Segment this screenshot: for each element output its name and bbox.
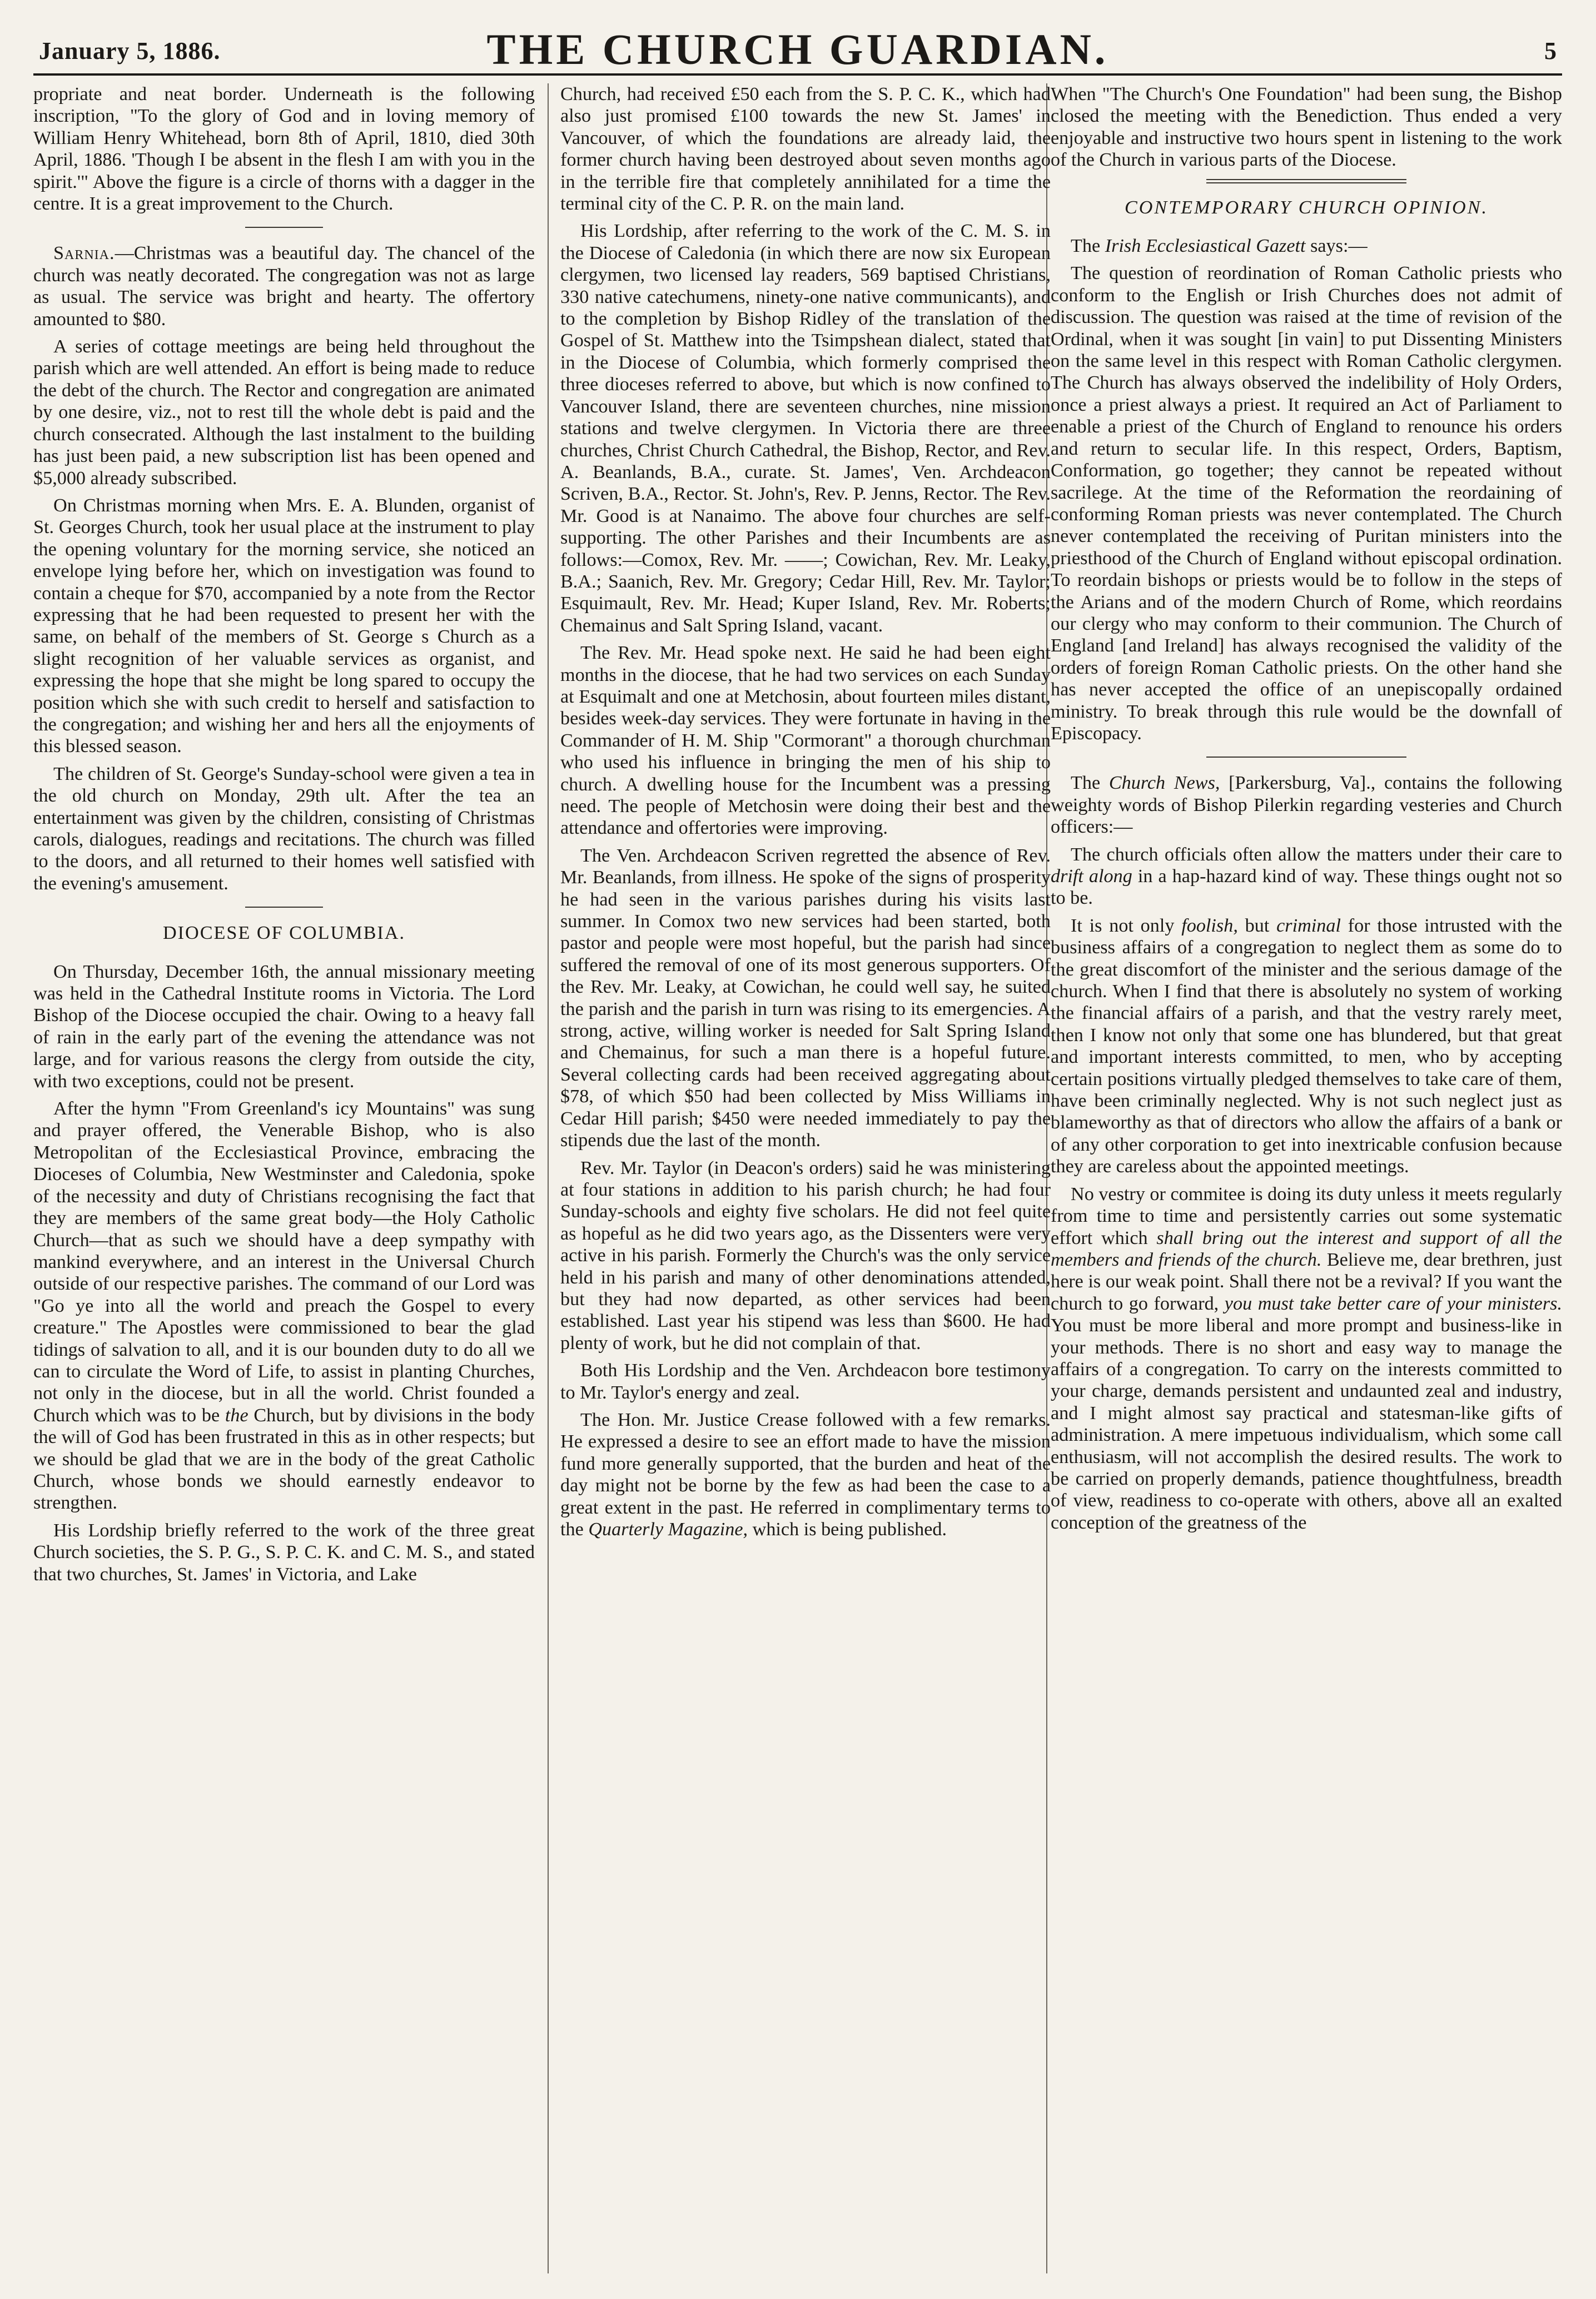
separator [245, 907, 323, 908]
paragraph: When "The Church's One Foundation" had been sung, the Bishop closed the meeting with the Benediction. Thus ended a very enjoyable and instructive two hours spent in listening to the work of the Church in various parts of the Diocese. [1051, 84, 1562, 171]
paragraph: On Christmas morning when Mrs. E. A. Blunden, organist of St. Georges Church, took her usual place at the instrument to play the opening voluntary for the morning service, she noticed an envelope lying before her, which on investigation was found to contain a cheque for $70, accompanied by a note from the Rector expressing that he had been requested to present her with the same, on behalf of the members of St. George s Church as a slight recognition of her valuable services as organist, and expressing the hope that she might be long spared to occupy the position which she with such credit to herself and satisfaction to the congregation; and wishing her and hers all the enjoyments of this blessed season. [33, 495, 535, 757]
paragraph: On Thursday, December 16th, the annual missionary meeting was held in the Cathedral Institute rooms in Victoria. The Lord Bishop of the Diocese occupied the chair. Owing to a heavy fall of rain in the early part of the evening the attendance was not large, and for various reasons the clergy from outside the city, with two exceptions, could not be present. [33, 961, 535, 1092]
paragraph-text: Church, but by divisions in the body the will of God has been frustrated in this as in other respects; but we should be glad that we are in the body of the great Catholic Church, whose bonds we should earnestly endeavor to strengthen. [33, 1405, 535, 1514]
column-rule [548, 83, 549, 2273]
paragraph: Rev. Mr. Taylor (in Deacon's orders) said he was ministering at four stations in addition to his parish church; he had four Sunday-schools and eighty five scholars. He did not feel quite as hopeful as he did two years ago, as the Dissenters were very active in his parish. Formerly the Church's was the only service held in his parish and many of other denominations attended, but they had now departed, as other services had been established. Last year his stipend was less than $600. He had plenty of work, but he did not complain of that. [560, 1157, 1051, 1353]
paragraph [1051, 844, 1562, 909]
paragraph [1051, 235, 1562, 257]
paragraph: The question of reordination of Roman Catholic priests who conform to the English or Irish Churches does not admit of discussion. The question was raised at the time of revision of the Ordinal, when it was sought [in vain] to put Dissenting Ministers on the same level in this respect with Roman Catholic clergymen. The Church has always observed the indelibility of Holy Orders, once a priest always a priest. It required an Act of Parliament to enable a priest of the Church of England to renounce his orders and return to secular life. In this respect, Orders, Baptism, Conformation, go together; they cannot be repeated without sacrilege. At the time of the Reformation the reordaining of conforming Roman priests was never contemplated. The Church never contemplated the receiving of Puritan ministers into the priesthood of the Church of England without episcopal ordination. To reordain bishops or priests would be to follow in the steps of the Arians and of the modern Church of Rome, which reordains our clergy who may conform to their communion. The Church of England [and Ireland] has always recognised the validity of the orders of foreign Roman Catholic priests. On the other hand she has never accepted the office of an unepiscopally ordained ministry. To break through this rule would be the downfall of Episcopacy. [1051, 263, 1562, 744]
publication-name: Irish Ecclesiastical Gazett [1105, 236, 1306, 257]
separator [1206, 757, 1406, 758]
paragraph-text: [Parkersburg, Va]., contains the following weighty words of Bishop Pilerkin regarding vesteries and Church officers:— [1051, 773, 1562, 838]
place-name: Sarnia. [53, 243, 115, 264]
paragraph: The Ven. Archdeacon Scriven regretted the absence of Rev. Mr. Beanlands, from illness. He spoke of the signs of prosperity he had seen in the various parishes during his visits last summer. In Comox two new services had been started, both pastor and people were most hopeful, but the parish had since suffered the removal of one of its most generous supporters. Of the Rev. Mr. Leaky, at Cowichan, he could well say, he suited the parish and the parish in turn was rising to its emergencies. A strong, active, willing worker is needed for Salt Spring Island and Chemainus, for such a man there is a hopeful future. Several collecting cards had been received aggregating about $78, of which $50 had been collected by Miss Williams in Cedar Hill parish; $450 were needed immediately to pay the stipends due the last of the month. [560, 845, 1051, 1151]
paragraph-text: which is being published. [748, 1519, 947, 1540]
paragraph [1051, 772, 1562, 838]
paragraph-text: Believe me, dear brethren, just here is our weak point. Shall there not be a revival? If you want the church to go forward, [1051, 1249, 1562, 1314]
paragraph-text: No vestry or commitee is doing its duty unless it meets regularly from time to time and persistently carries out some systematic effort which [1051, 1183, 1562, 1248]
paragraph: Church, had received £50 each from the S. P. C. K., which had also just promised £100 towards the new St. James' in Vancouver, of which the foundations are already laid, the former church having been destroyed about seven months ago in the terrible fire that completely annihilated for a time the terminal city of the C. P. R. on the main land. [560, 84, 1051, 215]
paragraph: Both His Lordship and the Ven. Archdeacon bore testimony to Mr. Taylor's energy and zeal. [560, 1360, 1051, 1403]
paragraph [33, 242, 535, 330]
masthead [33, 20, 1562, 76]
page-number: 5 [1544, 37, 1557, 64]
paragraph-text: You must be more liberal and more prompt and business-like in your methods. There is no short and easy way to manage the affairs of a congregation. To carry on the interests committed to your charge, demands persistent and undaunted zeal and industry, and I might almost say practical and statesman-like gifts of administration. A mere impetuous individualism, which some call enthusiasm, will not accomplish the desired results. The work to be carried on properly demands, patience thoughtfulness, breadth of view, readiness to co-operate with others, above all an exalted conception of the greatness of the [1051, 1315, 1562, 1533]
emphasis: foolish, [1181, 915, 1238, 936]
paragraph-text: The Hon. Mr. Justice Crease followed with a few remarks. He expressed a desire to see an effort made to have the mission fund more generally supported, that the burden and heat of the day might not be borne by the few as had been the case to a great extent in the past. He referred in complimentary terms to the [560, 1409, 1051, 1540]
paragraph [560, 1409, 1051, 1540]
paragraph: The children of St. George's Sunday-school were given a tea in the old church on Monday, 29th ult. After the tea an entertainment was given by the children, consisting of Christmas carols, dialogues, readings and recitations. The church was filled to the doors, and all returned to their homes well satisfied with the evening's amusement. [33, 763, 535, 894]
paragraph [1051, 1183, 1562, 1534]
paragraph-text: The [1071, 236, 1105, 257]
publication-name: Church News, [1108, 773, 1220, 794]
paragraph-text: After the hymn "From Greenland's icy Mountains" was sung and prayer offered, the Venerable Bishop, who is also Metropolitan of the Ecclesiastical Province, embracing the Dioceses of Columbia, New Westminster and Caledonia, spoke of the necessity and duty of Christians recognising the fact that they are members of the same great body—the Holy Catholic Church—that as such we should have a deep sympathy with mankind everywhere, and an interest in the Universal Church outside of our respective parishes. The command of our Lord was "Go ye into all the world and preach the Gospel to every creature." The Apostles were commissioned to bear the glad tidings of salvation to all, and it is our bounden duty to do all we can to circulate the Word of Life, to assist in planting Churches, not only in the diocese, but in all the world. Christ founded a Church which was to be [33, 1098, 535, 1426]
paragraph-text: The church officials often allow the matters under their care to [1071, 844, 1562, 865]
emphasis: Quarterly Magazine, [588, 1519, 748, 1540]
paragraph-text: says:— [1305, 236, 1368, 257]
emphasis: shall bring out the interest and support of all the members and friends of the church. [1051, 1227, 1562, 1270]
paragraph: The Rev. Mr. Head spoke next. He said he had been eight months in the diocese, that he had two services on each Sunday at Esquimalt and one at Metchosin, about fourteen miles distant, besides week-day services. They were fortunate in having in the Commander of H. M. Ship "Cormorant" a thorough churchman who used his influence in bringing the men of his ship to church. A dwelling house for the Incumbent was a pressing need. The people of Metchosin were doing their best and the attendance and offertories were improving. [560, 643, 1051, 839]
emphasis: you must take better care of your ministers. [1224, 1293, 1562, 1314]
double-rule [1206, 179, 1406, 183]
section-heading: CONTEMPORARY CHURCH OPINION. [1124, 197, 1489, 218]
paragraph: His Lordship briefly referred to the work of the three great Church societies, the S. P. G., S. P. C. K. and C. M. S., and stated that two churches, St. James' in Victoria, and Lake [33, 1520, 535, 1585]
issue-date: January 5, 1886. [39, 37, 221, 64]
paragraph-text: for those intrusted with the business affairs of a congregation to neglect them as some do to the great discomfort of the minister and the serious damage of the church. When I find that there is absolutely no system of working the financial affairs of a parish, and that the vestry rarely meet, then I know not only that some one has blundered, but that great and important interests committed, to men, who by accepting certain positions virtually pledged themselves to take care of them, have been criminally neglected. Why is not such neglect just as blameworthy as that of directors who allow the affairs of a bank or of any other corporation to get into inextricable confusion because they are careless about the appointed meetings. [1051, 915, 1562, 1177]
paragraph-text: The [1071, 773, 1109, 794]
paragraph-text: It is not only [1071, 915, 1182, 936]
emphasis: the [225, 1405, 248, 1426]
paragraph-text: —Christmas was a beautiful day. The chancel of the church was neatly decorated. The congregation was not as large as usual. The service was bright and hearty. The offertory amounted to $80. [33, 243, 535, 330]
paragraph: A series of cottage meetings are being held throughout the parish which are well attended. An effort is being made to reduce the debt of the church. The Rector and congregation are animated by one desire, viz., not to rest till the whole debt is paid and the church consecrated. Although the last instalment to the building has just been paid, a new subscription list has been opened and $5,000 already subscribed. [33, 336, 535, 489]
paragraph [1051, 915, 1562, 1178]
paragraph-text: but [1237, 915, 1277, 936]
paragraph [33, 1098, 535, 1514]
newspaper-title: THE CHURCH GUARDIAN. [486, 25, 1109, 73]
paragraph: propriate and neat border. Underneath is the following inscription, "To the glory of God and in loving memory of William Henry Whitehead, born 8th of April, 1810, died 30th April, 1886. 'Though I be absent in the flesh I am with you in the spirit.'" Above the figure is a circle of thorns with a dagger in the centre. It is a great improvement to the Church. [33, 84, 535, 215]
column-1 [33, 83, 535, 2273]
separator [245, 227, 323, 228]
paragraph: His Lordship, after referring to the work of the C. M. S. in the Diocese of Caledonia (in which there are now six European clergymen, two licensed lay readers, 569 baptised Christians, 330 native catechumens, ninety-one native communicants), and to the completion by Bishop Ridley of the translation of the Gospel of St. Matthew into the Tsimpshean dialect, stated that in the Diocese of Columbia, which formerly comprised the three dioceses referred to above, but which is now confined to Vancouver Island, there are seventeen churches, nine mission stations and twelve clergymen. In Victoria there are three churches, Christ Church Cathedral, the Bishop, Rector, and Rev. A. Beanlands, B.A., curate. St. James', Ven. Archdeacon Scriven, B.A., Rector. St. John's, Rev. P. Jenns, Rector. The Rev. Mr. Good is at Nanaimo. The above four churches are self-supporting. The other Parishes and their Incumbents are as follows:—Comox, Rev. Mr. ——; Cowichan, Rev. Mr. Leaky, B.A.; Saanich, Rev. Mr. Gregory; Cedar Hill, Rev. Mr. Taylor; Esquimault, Rev. Mr. Head; Kuper Island, Rev. Mr. Roberts; Chemainus and Salt Spring Island, vacant. [560, 221, 1051, 636]
paragraph-text: in a hap-hazard kind of way. These things ought not so to be. [1051, 866, 1562, 909]
emphasis: drift along [1051, 866, 1132, 887]
column-3 [1051, 83, 1562, 2273]
section-heading: DIOCESE OF COLUMBIA. [162, 923, 406, 944]
emphasis: criminal [1276, 915, 1341, 936]
column-2 [560, 83, 1051, 2273]
